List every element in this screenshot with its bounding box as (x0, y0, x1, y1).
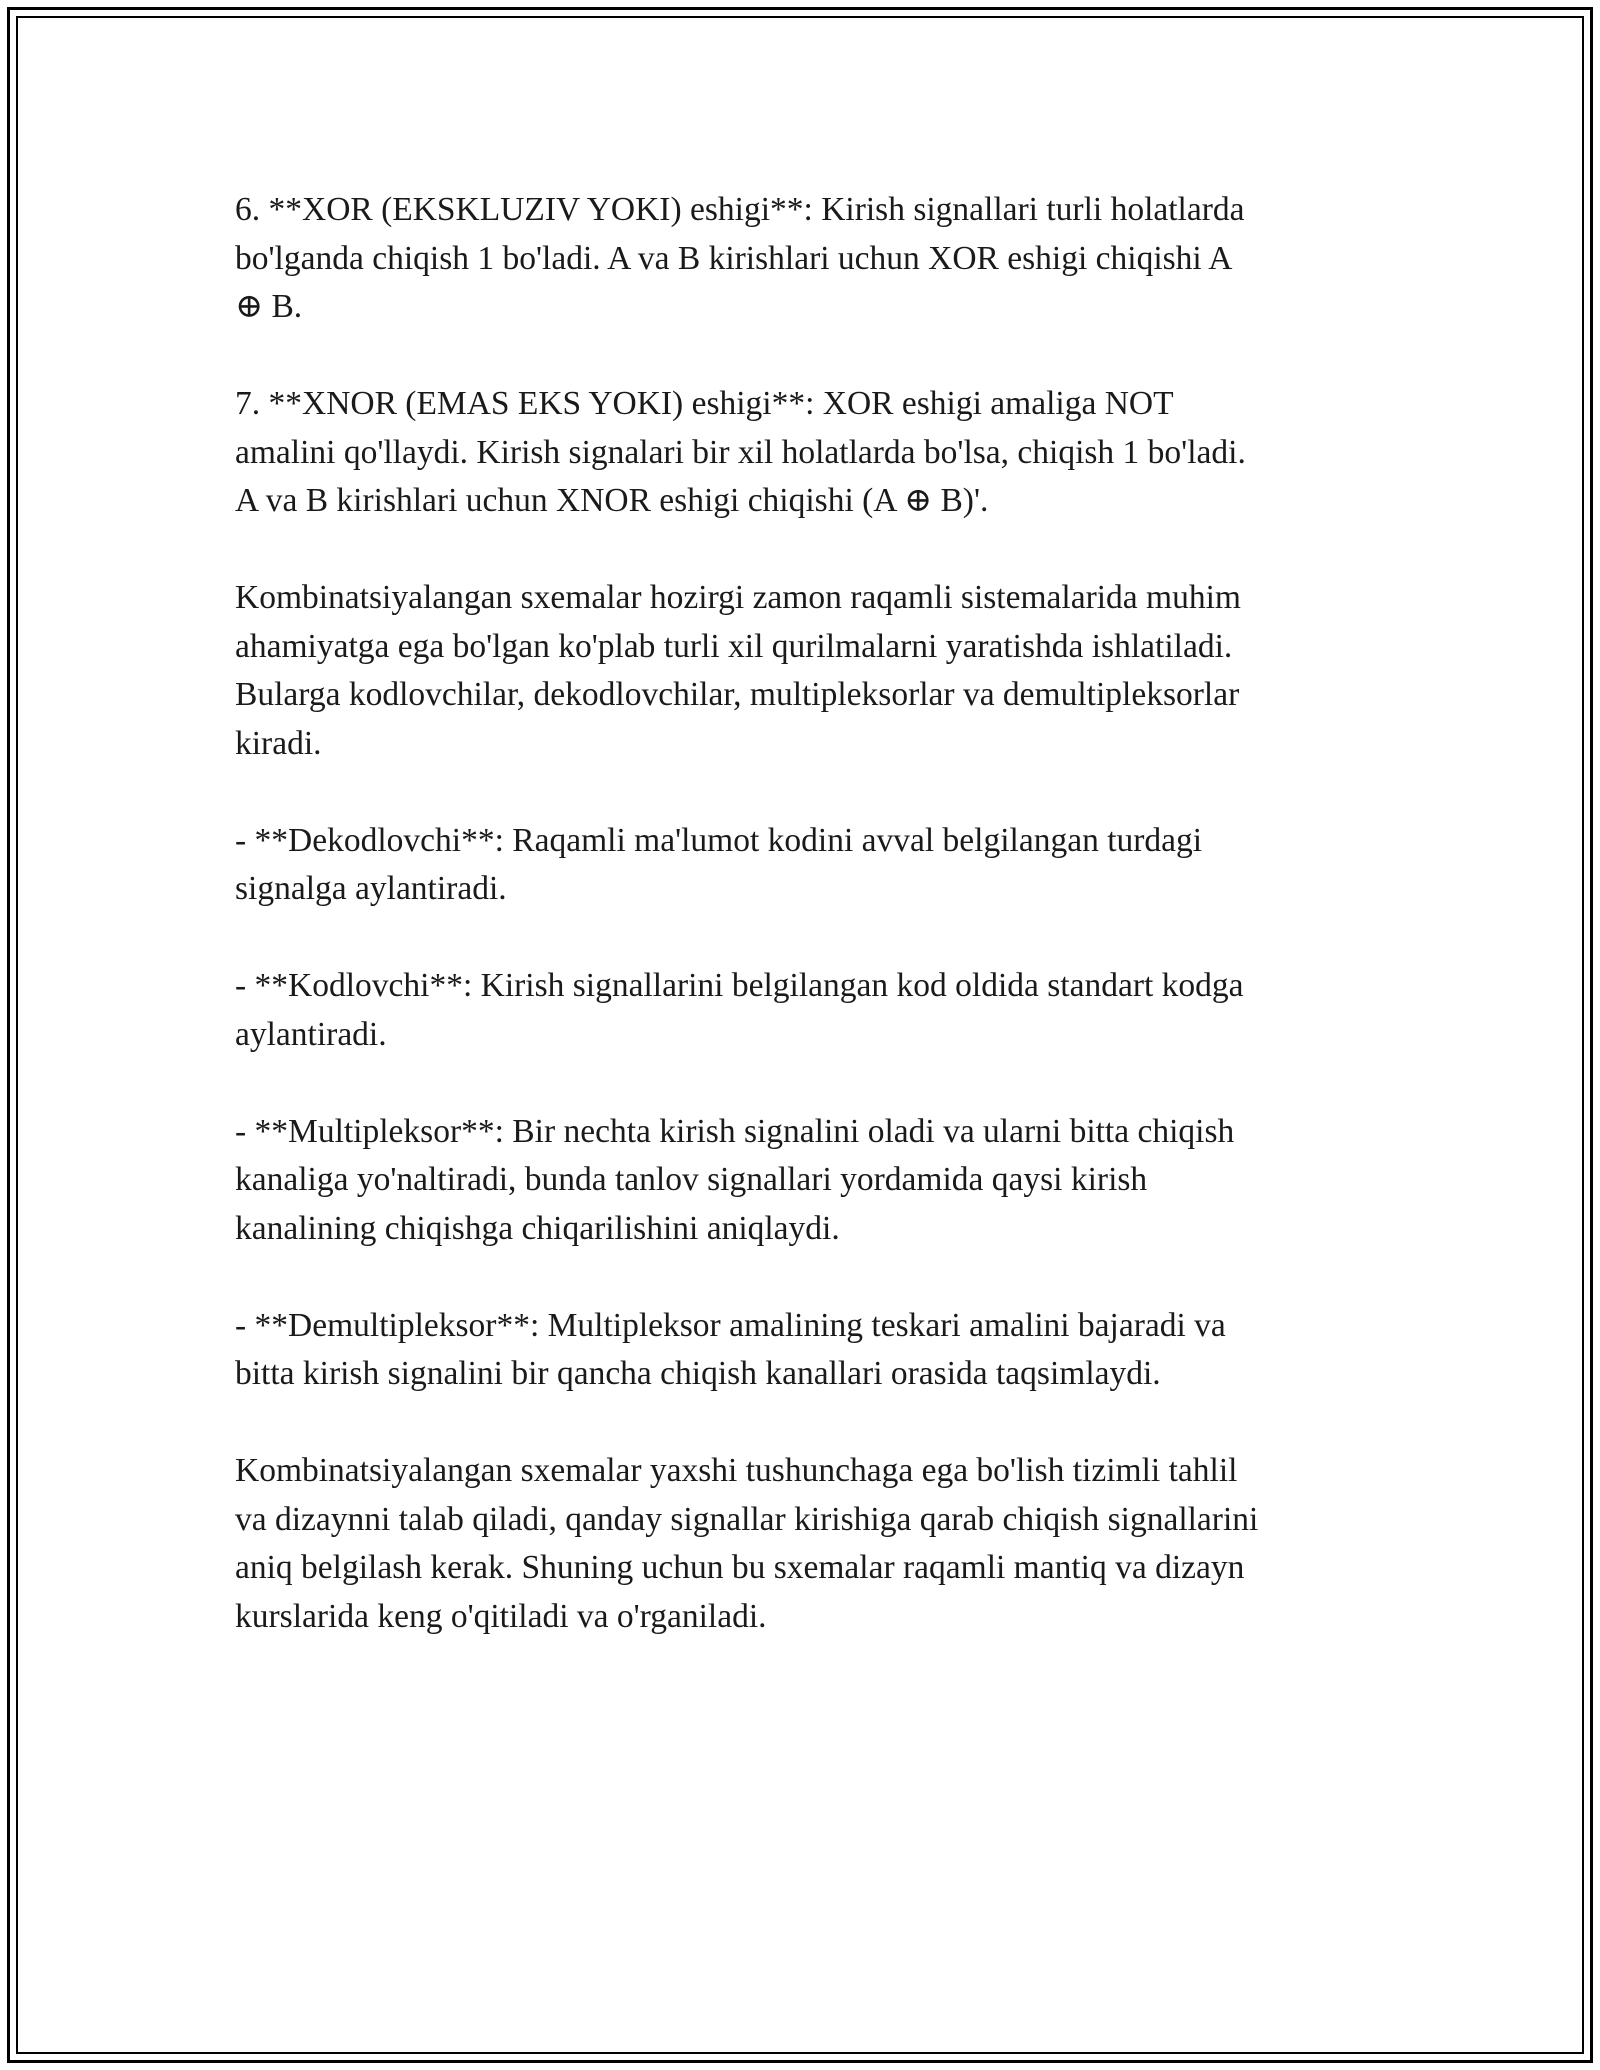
paragraph-xor-gate: 6. **XOR (EKSKLUZIV YOKI) eshigi**: Kirish signallari turli holatlarda bo'lganda chiqish 1 bo'ladi. A va B kirishlari uchun XOR eshigi chiqishi A ⊕ B. (235, 191, 1245, 325)
paragraph-multiplexer: - **Multipleksor**: Bir nechta kirish signalini oladi va ularni bitta chiqish kanaliga yo'naltiradi, bunda tanlov signallari yordamida qaysi kirish kanalining chiqishga chiqarilishini aniqlaydi. (235, 1112, 1235, 1247)
paragraph-encoder: - **Kodlovchi**: Kirish signallarini belgilangan kod oldida standart kodga aylantiradi. (235, 967, 1244, 1053)
document-body (235, 186, 1375, 1690)
paragraph-xnor-gate: 7. **XNOR (EMAS EKS YOKI) eshigi**: XOR eshigi amaliga NOT amalini qo'llaydi. Kirish signalari bir xil holatlarda bo'lsa, chiqish 1 bo'ladi. A va B kirishlari uchun XNOR eshigi chiqishi (A ⊕ B)'. (235, 385, 1246, 519)
paragraph-combinational-intro: Kombinatsiyalangan sxemalar hozirgi zamon raqamli sistemalarida muhim ahamiyatga ega bo'lgan ko'plab turli xil qurilmalarni yaratishda ishlatiladi. Bularga kodlovchilar, dekodlovchilar, multipleksorlar va demultipleksorlar kiradi. (235, 579, 1241, 762)
paragraph-demultiplexer: - **Demultipleksor**: Multipleksor amalining teskari amalini bajaradi va bitta kirish signalini bir qancha chiqish kanallari orasida taqsimlaydi. (235, 1306, 1226, 1392)
paragraph-conclusion: Kombinatsiyalangan sxemalar yaxshi tushunchaga ega bo'lish tizimli tahlil va dizaynni talab qiladi, qanday signallar kirishiga qarab chiqish signallarini aniq belgilash kerak. Shuning uchun bu sxemalar raqamli mantiq va dizayn kurslarida keng o'qitiladi va o'rganiladi. (235, 1452, 1259, 1635)
paragraph-decoder: - **Dekodlovchi**: Raqamli ma'lumot kodini avval belgilangan turdagi signalga aylantiradi. (235, 821, 1203, 907)
